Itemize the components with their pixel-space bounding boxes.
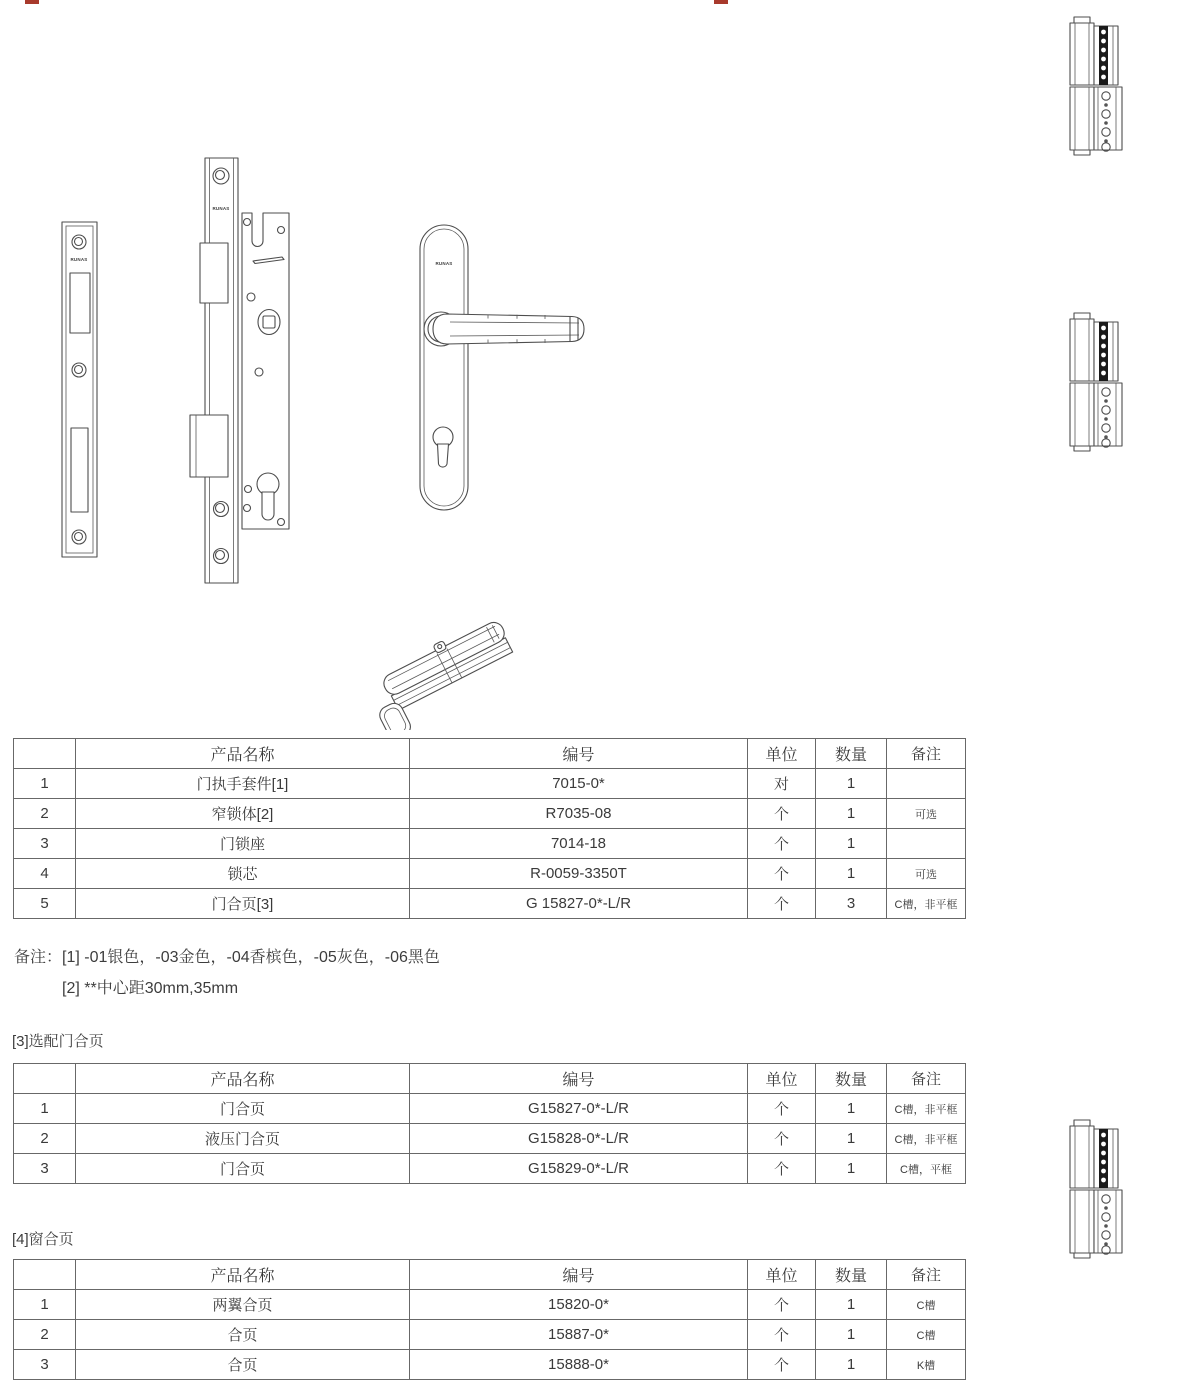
table-cell: K槽	[887, 1350, 966, 1380]
table-cell: 门锁座	[76, 829, 410, 859]
column-header	[14, 1260, 76, 1290]
column-header: 编号	[410, 1064, 748, 1094]
table-cell: 5	[14, 889, 76, 919]
column-header: 单位	[748, 1064, 816, 1094]
table-row	[14, 829, 966, 859]
table-cell: 2	[14, 799, 76, 829]
door-hinge-drawing	[1066, 1119, 1128, 1259]
table-cell: 个	[748, 829, 816, 859]
table-cell: 个	[748, 1290, 816, 1320]
table-cell: 3	[14, 1154, 76, 1184]
column-header: 产品名称	[76, 739, 410, 769]
table-cell: 1	[816, 1290, 887, 1320]
table-cell: 4	[14, 859, 76, 889]
table-row	[14, 1154, 966, 1184]
table-cell: 可选	[887, 859, 966, 889]
table-cell: 可选	[887, 799, 966, 829]
table-cell: 1	[14, 1094, 76, 1124]
lock-cylinder-drawing	[362, 614, 526, 730]
table-row	[14, 1290, 966, 1320]
narrow-lock-body-drawing	[190, 158, 289, 583]
door-handle-set-drawing	[420, 225, 584, 510]
table-row	[14, 1320, 966, 1350]
table-cell: 15820-0*	[410, 1290, 748, 1320]
notes-block	[14, 942, 440, 1004]
table-row	[14, 1124, 966, 1154]
window-hinge-options-table	[13, 1259, 966, 1380]
table-cell: 1	[816, 829, 887, 859]
table-cell: C槽，非平框	[887, 889, 966, 919]
column-header: 数量	[816, 1064, 887, 1094]
table-cell: 门合页	[76, 1094, 410, 1124]
column-header: 备注	[887, 1260, 966, 1290]
table-cell: 1	[14, 769, 76, 799]
table-cell: C槽	[887, 1290, 966, 1320]
table-cell: C槽，平框	[887, 1154, 966, 1184]
table-cell: C槽，非平框	[887, 1124, 966, 1154]
table-cell: 门合页[3]	[76, 889, 410, 919]
table-cell: 2	[14, 1124, 76, 1154]
svg-text:RUNAS: RUNAS	[70, 257, 88, 262]
table-cell: 对	[748, 769, 816, 799]
table-cell: 个	[748, 799, 816, 829]
table-cell: 1	[816, 859, 887, 889]
table-cell: R-0059-3350T	[410, 859, 748, 889]
table-cell: G15829-0*-L/R	[410, 1154, 748, 1184]
column-header: 单位	[748, 1260, 816, 1290]
table-cell: G 15827-0*-L/R	[410, 889, 748, 919]
table-cell: R7035-08	[410, 799, 748, 829]
table-cell: 3	[14, 829, 76, 859]
table-cell: G15828-0*-L/R	[410, 1124, 748, 1154]
table-cell: 合页	[76, 1320, 410, 1350]
table-cell: 1	[816, 799, 887, 829]
table-cell: 3	[816, 889, 887, 919]
table-cell: 门合页	[76, 1154, 410, 1184]
column-header	[14, 739, 76, 769]
table-cell: 1	[816, 1350, 887, 1380]
table-cell: C槽	[887, 1320, 966, 1350]
table-cell: 个	[748, 1320, 816, 1350]
table-cell: 7014-18	[410, 829, 748, 859]
table-row	[14, 859, 966, 889]
table-cell: 15887-0*	[410, 1320, 748, 1350]
column-header: 备注	[887, 1064, 966, 1094]
table-row	[14, 889, 966, 919]
note-line: [1] -01银色，-03金色，-04香槟色，-05灰色，-06黑色	[62, 949, 440, 966]
table-cell: 合页	[76, 1350, 410, 1380]
note-line: [2] **中心距30mm,35mm	[62, 980, 239, 997]
table-cell: 1	[816, 1124, 887, 1154]
door-hinge-drawing	[1066, 16, 1128, 156]
column-header: 编号	[410, 1260, 748, 1290]
strike-plate-drawing	[62, 222, 97, 557]
table-row	[14, 769, 966, 799]
table-row	[14, 799, 966, 829]
table-cell: 个	[748, 859, 816, 889]
svg-text:RUNAS: RUNAS	[212, 206, 230, 211]
table-cell: 3	[14, 1350, 76, 1380]
table-cell: 锁芯	[76, 859, 410, 889]
table-cell: 个	[748, 1154, 816, 1184]
table-cell: G15827-0*-L/R	[410, 1094, 748, 1124]
column-header: 产品名称	[76, 1064, 410, 1094]
column-header: 备注	[887, 739, 966, 769]
section-heading-window-hinges: [4]窗合页	[12, 1231, 74, 1248]
table-row	[14, 1350, 966, 1380]
section-heading-door-hinges: [3]选配门合页	[12, 1033, 104, 1050]
notes-label: 备注：	[14, 949, 63, 966]
table-cell	[887, 829, 966, 859]
table-cell: 个	[748, 1124, 816, 1154]
column-header: 产品名称	[76, 1260, 410, 1290]
table-cell: 1	[14, 1290, 76, 1320]
door-hinge-options-table	[13, 1063, 966, 1184]
table-cell: 1	[816, 1154, 887, 1184]
table-cell: 两翼合页	[76, 1290, 410, 1320]
svg-text:RUNAS: RUNAS	[435, 261, 453, 266]
table-cell: 门执手套件[1]	[76, 769, 410, 799]
table-cell: 2	[14, 1320, 76, 1350]
column-header: 单位	[748, 739, 816, 769]
door-hinge-drawing	[1066, 312, 1128, 452]
table-cell: C槽，非平框	[887, 1094, 966, 1124]
column-header: 数量	[816, 1260, 887, 1290]
main-parts-table	[13, 738, 966, 919]
table-cell: 7015-0*	[410, 769, 748, 799]
table-cell: 个	[748, 1350, 816, 1380]
table-cell: 窄锁体[2]	[76, 799, 410, 829]
column-header	[14, 1064, 76, 1094]
table-cell: 液压门合页	[76, 1124, 410, 1154]
table-cell: 个	[748, 889, 816, 919]
table-cell: 1	[816, 769, 887, 799]
table-row	[14, 1094, 966, 1124]
table-cell: 个	[748, 1094, 816, 1124]
column-header: 编号	[410, 739, 748, 769]
table-cell: 15888-0*	[410, 1350, 748, 1380]
table-cell: 1	[816, 1320, 887, 1350]
table-cell	[887, 769, 966, 799]
column-header: 数量	[816, 739, 887, 769]
table-cell: 1	[816, 1094, 887, 1124]
